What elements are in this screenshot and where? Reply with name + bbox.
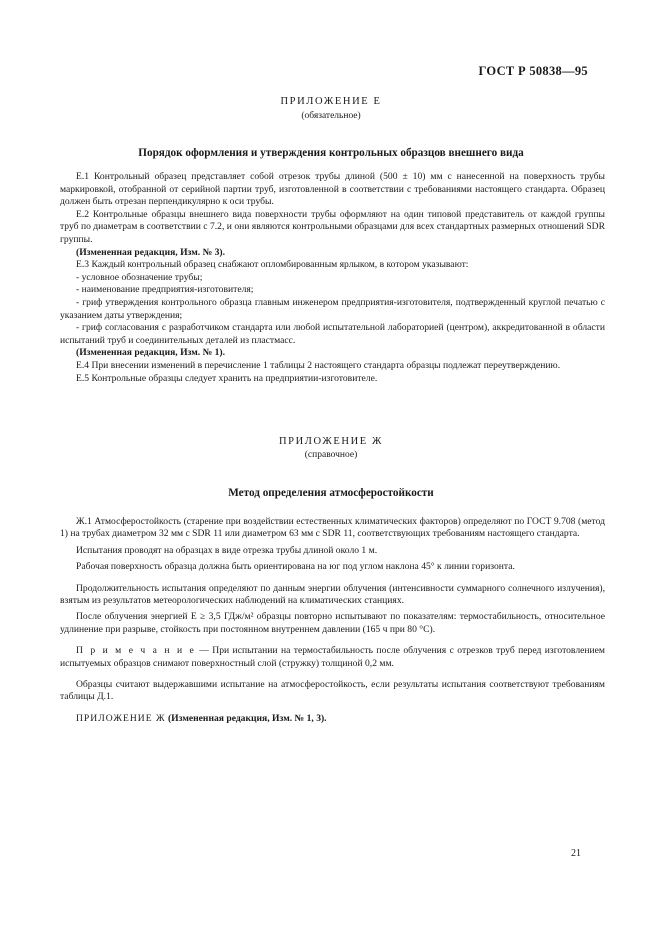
paragraph-zh2: Испытания проводят на образцах в виде отрезка трубы длиной около 1 м. (76, 544, 378, 556)
list-item: - гриф утверждения контрольного образца главным инженером предприятия-изготовителя, подтвержденный круглой печатью с указанием даты утверждения; (60, 296, 605, 321)
paragraph-zh4: Продолжительность испытания определяют по данным энергии облучения (интенсивности суммарного солнечного излучения), взятым из результатов метеорологических наблюдений на климатических станциях. (60, 582, 605, 607)
paragraph-e4: Е.4 При внесении изменений в перечисление 1 таблицы 2 настоящего стандарта образцы подлежат переутверждению. (76, 359, 561, 371)
appendix-zh-heading: ПРИЛОЖЕНИЕ Ж (278, 436, 384, 447)
paragraph-zh3: Рабочая поверхность образца должна быть ориентирована на юг под углом наклона 45° к линии горизонта. (76, 561, 515, 573)
paragraph-e5: Е.5 Контрольные образцы следует хранить на предприятии-изготовителе. (76, 372, 378, 384)
list-item: - условное обозначение трубы; (76, 271, 203, 283)
paragraph-zh5: После облучения энергией E ≥ 3,5 ГДж/м² образцы повторно испытывают по показателям: термостабильность, относительное удлинение при разрыве, стойкость при постоянном внутреннем давлении (165 ч при 80 °С). (60, 611, 605, 635)
note-paragraph (60, 645, 605, 670)
appendix-zh-status: (справочное) (304, 450, 358, 460)
standard-number: ГОСТ Р 50838—95 (478, 64, 588, 78)
appendix-e-heading: ПРИЛОЖЕНИЕ Е (280, 96, 382, 107)
paragraph-e1: Е.1 Контрольный образец представляет собой отрезок трубы длиной (500 ± 10) мм с нанесенной на поверхность трубы маркировкой, отобранной от серийной партии труб, изготовленной в соответствии с требованиями настоящего стандарта. Образец должен быть отрезан перпендикулярно к оси трубы. (60, 171, 605, 208)
final-amendment (60, 713, 605, 725)
appendix-zh-body (60, 516, 605, 725)
list-item: - гриф согласования с разработчиком стандарта или любой испытательной лабораторией (центром), аккредитованной в области испытаний труб и соединительных деталей из пластмасс. (60, 322, 605, 346)
appendix-zh-title: Метод определения атмосферостойкости (228, 487, 434, 499)
final-amendment-label: ПРИЛОЖЕНИЕ Ж (76, 712, 166, 724)
appendix-e-title: Порядок оформления и утверждения контрольных образцов внешнего вида (138, 147, 524, 159)
amendment-note: (Измененная редакция, Изм. № 1). (76, 347, 226, 359)
paragraph-e3: Е.3 Каждый контрольный образец снабжают опломбированным ярлыком, в котором указывают: (76, 259, 469, 271)
note-text: — При испытании на термостабильность после облучения с отрезков труб перед изготовлением испытуемых образцов снимают поверхностный слой (стружку) толщиной 0,2 мм. (60, 645, 605, 669)
appendix-e-status: (обязательное) (301, 111, 361, 121)
list-item: - наименование предприятия-изготовителя; (76, 284, 254, 296)
paragraph-zh6: Образцы считают выдержавшими испытание на атмосферостойкость, если результаты испытания соответствуют требованиям таблицы Д.1. (60, 679, 605, 703)
appendix-e-body (60, 171, 605, 385)
page-number: 21 (571, 848, 581, 859)
note-label: П р и м е ч а н и е (76, 645, 196, 657)
paragraph-e2: Е.2 Контрольные образцы внешнего вида поверхности трубы оформляют на один типовой представитель от каждой группы труб по диаметрам в соответствии с 7.2, и они являются контрольными образцами для всех стандартных размерных отношений SDR группы. (60, 208, 605, 245)
amendment-note: (Измененная редакция, Изм. № 3). (76, 246, 226, 258)
final-amendment-text: (Измененная редакция, Изм. № 1, 3). (165, 712, 327, 724)
paragraph-zh1: Ж.1 Атмосферостойкость (старение при воздействии естественных климатических факторов) определяют по ГОСТ 9.708 (метод 1) на трубах диаметром 32 мм с SDR 11 или диаметром 63 мм с SDR 11, соответствующих требованиям настоящего стандарта. (60, 516, 605, 540)
